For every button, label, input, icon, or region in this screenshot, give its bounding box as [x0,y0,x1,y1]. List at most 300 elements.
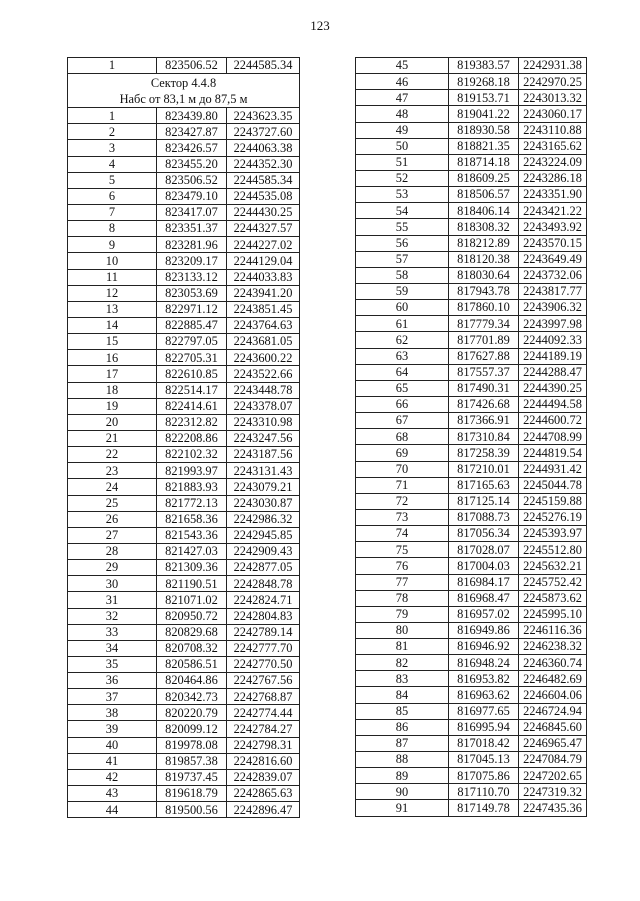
coordinate-x: 817149.78 [449,800,519,816]
coordinate-x: 823506.52 [157,172,227,188]
coordinate-y: 2245873.62 [519,590,587,606]
table-row [68,511,300,527]
coordinate-y: 2244585.34 [227,58,300,74]
point-number: 33 [68,624,157,640]
coordinate-x: 820586.51 [157,656,227,672]
table-row [68,495,300,511]
coordinate-x: 819500.56 [157,802,227,818]
table-row [68,317,300,333]
coordinates-table-right-body [356,58,587,817]
coordinate-x: 817490.31 [449,380,519,396]
table-row [356,332,587,348]
table-row [68,656,300,672]
point-number: 62 [356,332,449,348]
coordinate-y: 2242896.47 [227,802,300,818]
point-number: 41 [68,753,157,769]
coordinate-y: 2243522.66 [227,366,300,382]
table-row [356,106,587,122]
coordinate-y: 2242774.44 [227,705,300,721]
coordinate-x: 816957.02 [449,606,519,622]
coordinate-x: 823351.37 [157,221,227,237]
coordinate-y: 2244535.08 [227,188,300,204]
coordinate-y: 2242770.50 [227,656,300,672]
coordinate-x: 817088.73 [449,509,519,525]
point-number: 53 [356,187,449,203]
coordinate-y: 2243165.62 [519,138,587,154]
coordinate-x: 823053.69 [157,285,227,301]
coordinate-y: 2247435.36 [519,800,587,816]
coordinate-y: 2243600.22 [227,350,300,366]
point-number: 76 [356,558,449,574]
point-number: 13 [68,301,157,317]
coordinate-y: 2245752.42 [519,574,587,590]
coordinate-y: 2242839.07 [227,769,300,785]
coordinate-x: 821993.97 [157,463,227,479]
point-number: 7 [68,204,157,220]
table-row [68,124,300,140]
point-number: 25 [68,495,157,511]
point-number: 59 [356,283,449,299]
table-row [356,639,587,655]
coordinate-x: 822705.31 [157,350,227,366]
point-number: 36 [68,673,157,689]
coordinate-y: 2242767.56 [227,673,300,689]
coordinate-y: 2242986.32 [227,511,300,527]
coordinate-y: 2244129.04 [227,253,300,269]
point-number: 73 [356,509,449,525]
table-row [356,203,587,219]
coordinate-y: 2245276.19 [519,509,587,525]
page-number: 123 [310,18,330,33]
table-row [356,396,587,412]
point-number: 1 [68,58,157,74]
point-number: 90 [356,784,449,800]
coordinate-x: 817426.68 [449,396,519,412]
coordinate-y: 2243378.07 [227,398,300,414]
point-number: 15 [68,334,157,350]
point-number: 2 [68,124,157,140]
point-number: 20 [68,414,157,430]
coordinate-y: 2244430.25 [227,204,300,220]
table-row [356,187,587,203]
point-number: 55 [356,219,449,235]
table-row [68,350,300,366]
point-number: 30 [68,576,157,592]
coordinate-x: 820099.12 [157,721,227,737]
coordinate-y: 2243030.87 [227,495,300,511]
coordinate-y: 2244227.02 [227,237,300,253]
coordinate-y: 2243421.22 [519,203,587,219]
table-row [68,802,300,818]
coordinate-x: 817366.91 [449,413,519,429]
point-number: 54 [356,203,449,219]
coordinate-x: 818406.14 [449,203,519,219]
point-number: 21 [68,430,157,446]
point-number: 79 [356,606,449,622]
coordinate-y: 2242931.38 [519,58,587,74]
coordinate-y: 2243997.98 [519,316,587,332]
coordinate-x: 816946.92 [449,639,519,655]
coordinate-y: 2242865.63 [227,786,300,802]
coordinate-y: 2242824.71 [227,592,300,608]
coordinate-y: 2242877.05 [227,560,300,576]
coordinate-x: 816968.47 [449,590,519,606]
table-row [68,398,300,414]
point-number: 44 [68,802,157,818]
coordinate-x: 819857.38 [157,753,227,769]
coordinate-x: 821309.36 [157,560,227,576]
coordinate-x: 819383.57 [449,58,519,74]
point-number: 52 [356,170,449,186]
coordinate-x: 821772.13 [157,495,227,511]
coordinate-x: 822610.85 [157,366,227,382]
table-row [356,606,587,622]
coordinate-x: 822102.32 [157,447,227,463]
coordinate-x: 819618.79 [157,786,227,802]
coordinate-x: 816995.94 [449,719,519,735]
coordinate-y: 2245995.10 [519,606,587,622]
table-row [68,140,300,156]
coordinate-y: 2247084.79 [519,752,587,768]
coordinate-y: 2243110.88 [519,122,587,138]
point-number: 45 [356,58,449,74]
point-number: 57 [356,251,449,267]
point-number: 56 [356,235,449,251]
point-number: 3 [68,140,157,156]
coordinate-x: 822797.05 [157,334,227,350]
point-number: 88 [356,752,449,768]
table-row [356,671,587,687]
coordinates-table-left-body [68,58,300,818]
point-number: 18 [68,382,157,398]
point-number: 32 [68,608,157,624]
coordinate-x: 818506.57 [449,187,519,203]
table-row [356,219,587,235]
coordinate-x: 823133.12 [157,269,227,285]
table-row [68,786,300,802]
table-row [356,574,587,590]
point-number: 31 [68,592,157,608]
coordinate-y: 2245393.97 [519,526,587,542]
coordinate-x: 818609.25 [449,170,519,186]
point-number: 77 [356,574,449,590]
table-row [68,188,300,204]
coordinate-y: 2243187.56 [227,447,300,463]
table-row [356,380,587,396]
coordinate-y: 2243817.77 [519,283,587,299]
table-row [356,170,587,186]
coordinate-y: 2244708.99 [519,429,587,445]
table-row [68,269,300,285]
coordinate-x: 817018.42 [449,735,519,751]
coordinate-x: 817557.37 [449,364,519,380]
point-number: 5 [68,172,157,188]
coordinate-x: 817310.84 [449,429,519,445]
point-number: 24 [68,479,157,495]
point-number: 71 [356,477,449,493]
coordinate-x: 821883.93 [157,479,227,495]
table-row [356,364,587,380]
table-row [68,592,300,608]
point-number: 67 [356,413,449,429]
point-number: 69 [356,445,449,461]
coordinate-y: 2245632.21 [519,558,587,574]
coordinate-y: 2242798.31 [227,737,300,753]
point-number: 78 [356,590,449,606]
table-row [68,253,300,269]
coordinate-y: 2243727.60 [227,124,300,140]
coordinate-y: 2246238.32 [519,639,587,655]
coordinate-x: 822208.86 [157,430,227,446]
coordinate-x: 818120.38 [449,251,519,267]
coordinate-x: 822312.82 [157,414,227,430]
table-row [356,74,587,90]
point-number: 68 [356,429,449,445]
point-number: 75 [356,542,449,558]
coordinate-y: 2243941.20 [227,285,300,301]
table-row [356,429,587,445]
coordinate-y: 2244033.83 [227,269,300,285]
table-row [356,251,587,267]
coordinate-y: 2242848.78 [227,576,300,592]
point-number: 91 [356,800,449,816]
table-row [68,204,300,220]
coordinate-y: 2244092.33 [519,332,587,348]
coordinate-x: 820342.73 [157,689,227,705]
point-number: 9 [68,237,157,253]
table-row [68,543,300,559]
table-row [356,283,587,299]
table-row [68,640,300,656]
coordinate-y: 2243570.15 [519,235,587,251]
coordinate-y: 2246604.06 [519,687,587,703]
table-row [356,154,587,170]
coordinate-x: 817056.34 [449,526,519,542]
table-row [356,719,587,735]
coordinate-x: 816948.24 [449,655,519,671]
coordinate-y: 2243851.45 [227,301,300,317]
coordinate-y: 2243247.56 [227,430,300,446]
point-number: 70 [356,461,449,477]
coordinate-x: 822885.47 [157,317,227,333]
table-row [68,689,300,705]
coordinate-y: 2247319.32 [519,784,587,800]
coordinate-y: 2246360.74 [519,655,587,671]
table-row [356,509,587,525]
point-number: 22 [68,447,157,463]
point-number: 74 [356,526,449,542]
coordinate-x: 817110.70 [449,784,519,800]
point-number: 64 [356,364,449,380]
table-row [356,752,587,768]
coordinate-y: 2244390.25 [519,380,587,396]
point-number: 48 [356,106,449,122]
coordinate-x: 823439.80 [157,108,227,124]
coordinate-x: 818030.64 [449,267,519,283]
table-row [356,558,587,574]
point-number: 10 [68,253,157,269]
point-number: 63 [356,348,449,364]
table-row [356,784,587,800]
table-row [68,221,300,237]
point-number: 72 [356,493,449,509]
coordinate-x: 821071.02 [157,592,227,608]
point-number: 51 [356,154,449,170]
table-row [68,334,300,350]
coordinate-x: 818212.89 [449,235,519,251]
coordinate-y: 2244189.19 [519,348,587,364]
coordinate-y: 2244327.57 [227,221,300,237]
table-row [356,477,587,493]
table-row [356,493,587,509]
table-row [356,526,587,542]
coordinate-x: 820464.86 [157,673,227,689]
coordinate-y: 2245512.80 [519,542,587,558]
coordinate-x: 816984.17 [449,574,519,590]
table-row [356,235,587,251]
coordinate-y: 2244352.30 [227,156,300,172]
point-number: 84 [356,687,449,703]
table-row [356,687,587,703]
point-number: 37 [68,689,157,705]
point-number: 47 [356,90,449,106]
coordinate-y: 2242816.60 [227,753,300,769]
coordinate-x: 823426.57 [157,140,227,156]
table-row [68,366,300,382]
coordinate-y: 2245044.78 [519,477,587,493]
coordinate-x: 819153.71 [449,90,519,106]
point-number: 83 [356,671,449,687]
coordinate-x: 817701.89 [449,332,519,348]
coordinate-y: 2244600.72 [519,413,587,429]
coordinate-x: 818930.58 [449,122,519,138]
coordinate-x: 817943.78 [449,283,519,299]
point-number: 80 [356,622,449,638]
coordinate-x: 817210.01 [449,461,519,477]
table-row [68,156,300,172]
coordinate-y: 2243906.32 [519,300,587,316]
table-row [68,463,300,479]
coordinate-x: 816953.82 [449,671,519,687]
coordinate-x: 819978.08 [157,737,227,753]
coordinate-x: 822514.17 [157,382,227,398]
coordinate-y: 2246482.69 [519,671,587,687]
table-row [356,413,587,429]
table-row [356,461,587,477]
coordinate-x: 820950.72 [157,608,227,624]
point-number: 23 [68,463,157,479]
table-row [356,655,587,671]
coordinate-y: 2242945.85 [227,527,300,543]
table-row [356,622,587,638]
point-number: 28 [68,543,157,559]
coordinate-x: 819737.45 [157,769,227,785]
coordinate-y: 2243060.17 [519,106,587,122]
point-number: 4 [68,156,157,172]
coordinates-table-right [355,57,587,817]
coordinate-x: 817045.13 [449,752,519,768]
coordinate-x: 819268.18 [449,74,519,90]
coordinate-x: 823427.87 [157,124,227,140]
coordinate-y: 2243623.35 [227,108,300,124]
coordinate-x: 819041.22 [449,106,519,122]
coordinate-x: 817627.88 [449,348,519,364]
table-row [356,90,587,106]
coordinate-x: 823479.10 [157,188,227,204]
coordinate-y: 2244585.34 [227,172,300,188]
table-row [68,721,300,737]
point-number: 81 [356,639,449,655]
table-row [68,237,300,253]
coordinate-y: 2245159.88 [519,493,587,509]
table-row [68,527,300,543]
coordinate-y: 2242909.43 [227,543,300,559]
table-row [356,58,587,74]
table-row [356,542,587,558]
coordinate-x: 821427.03 [157,543,227,559]
coordinate-x: 820220.79 [157,705,227,721]
coordinate-x: 817258.39 [449,445,519,461]
coordinate-x: 821543.36 [157,527,227,543]
point-number: 11 [68,269,157,285]
point-number: 58 [356,267,449,283]
table-row [68,737,300,753]
coordinate-x: 817028.07 [449,542,519,558]
table-row [68,576,300,592]
point-number: 8 [68,221,157,237]
coordinate-x: 817165.63 [449,477,519,493]
table-row [68,769,300,785]
table-row [356,316,587,332]
point-number: 26 [68,511,157,527]
point-number: 60 [356,300,449,316]
point-number: 86 [356,719,449,735]
coordinate-y: 2243351.90 [519,187,587,203]
coordinate-y: 2243448.78 [227,382,300,398]
coordinate-x: 823209.17 [157,253,227,269]
point-number: 6 [68,188,157,204]
coordinate-y: 2244063.38 [227,140,300,156]
coordinate-x: 817860.10 [449,300,519,316]
point-number: 39 [68,721,157,737]
coordinate-y: 2243649.49 [519,251,587,267]
coordinate-x: 816977.65 [449,703,519,719]
point-number: 82 [356,655,449,671]
coordinate-x: 823455.20 [157,156,227,172]
coordinate-y: 2242777.70 [227,640,300,656]
coordinate-x: 823417.07 [157,204,227,220]
coordinate-x: 818714.18 [449,154,519,170]
coordinate-y: 2243732.06 [519,267,587,283]
coordinate-x: 823506.52 [157,58,227,74]
point-number: 17 [68,366,157,382]
table-row [68,560,300,576]
point-number: 50 [356,138,449,154]
table-row [356,735,587,751]
coordinate-y: 2244931.42 [519,461,587,477]
coordinate-y: 2242784.27 [227,721,300,737]
point-number: 85 [356,703,449,719]
coordinate-x: 817075.86 [449,768,519,784]
point-number: 29 [68,560,157,576]
table-row [68,172,300,188]
coordinate-y: 2242768.87 [227,689,300,705]
coordinate-y: 2243681.05 [227,334,300,350]
coordinate-x: 817779.34 [449,316,519,332]
table-row [356,348,587,364]
table-row [68,479,300,495]
table-row [356,138,587,154]
